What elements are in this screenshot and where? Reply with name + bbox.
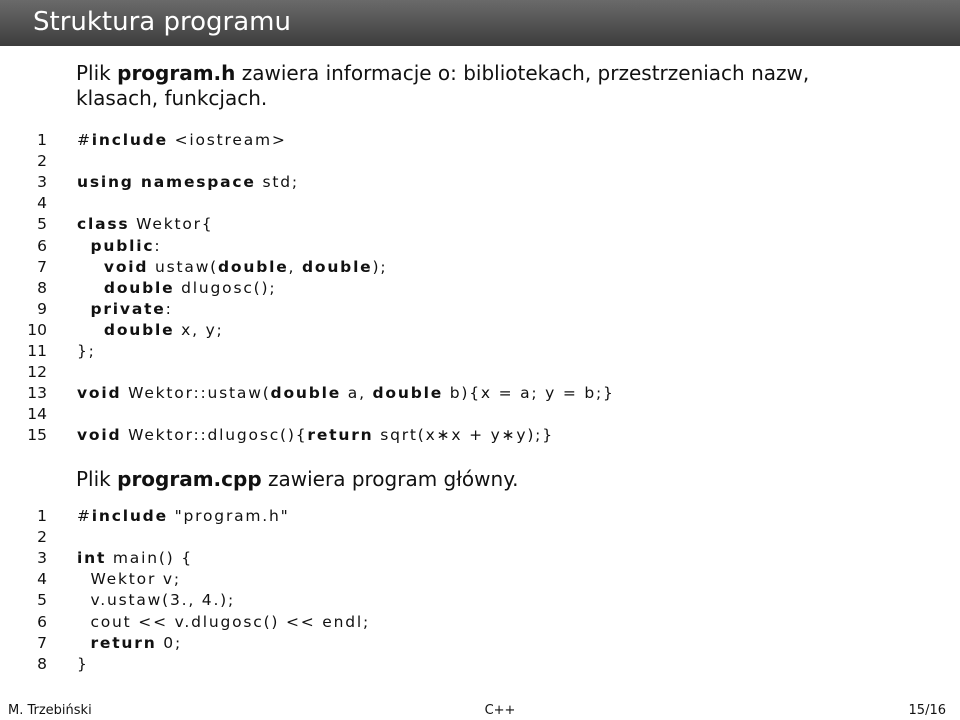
code-token <box>77 237 90 255</box>
line-number: 12 <box>27 363 47 382</box>
code-text <box>77 341 96 362</box>
footer-course: C++ <box>484 703 516 718</box>
code-text <box>77 590 235 611</box>
code-token: a, <box>341 384 373 403</box>
code-token: Wektor::dlugosc(){ <box>121 426 308 445</box>
line-number: 3 <box>37 549 47 568</box>
line-number: 8 <box>37 654 47 673</box>
intro-line1-rest: zawiera informacje o: bibliotekach, przestrzeniach nazw, <box>235 61 810 85</box>
line-number: 7 <box>37 633 47 652</box>
code-text <box>77 130 287 151</box>
code-token: b){x = a; y = b;} <box>443 384 615 403</box>
intro-prefix: Plik <box>76 61 118 85</box>
code-text <box>77 548 193 569</box>
code-keyword: return <box>90 633 157 652</box>
code-text <box>77 425 554 446</box>
code-token <box>77 321 104 339</box>
line-number: 14 <box>27 405 47 424</box>
intro-cpp-rest: zawiera program główny. <box>261 467 519 491</box>
code-token: v.ustaw(3., 4.); <box>77 591 236 610</box>
code-text <box>77 654 89 675</box>
slide-title-bar <box>0 0 960 46</box>
code-token: main() { <box>106 549 193 568</box>
code-keyword: double <box>218 257 289 276</box>
line-number: 7 <box>37 257 47 276</box>
line-number: 5 <box>37 591 47 610</box>
line-number: 6 <box>37 612 47 631</box>
code-keyword: void <box>77 384 122 403</box>
code-token <box>77 300 90 318</box>
intro-program-cpp <box>76 467 519 492</box>
code-keyword: public <box>90 236 155 255</box>
code-token: Wektor::ustaw( <box>121 384 271 403</box>
code-keyword: double <box>270 384 342 403</box>
code-token: "program.h" <box>167 507 290 525</box>
code-token: : <box>154 236 162 255</box>
intro-cpp-prefix: Plik <box>76 467 118 491</box>
intro-program-h-line1 <box>76 61 809 86</box>
slide-title: Struktura programu <box>33 7 291 37</box>
footer-page-number: 15/16 <box>908 703 946 718</box>
code-text <box>77 236 161 257</box>
code-token: # <box>77 131 92 149</box>
footer-author: M. Trzebiński <box>8 703 92 718</box>
code-token: Wektor v; <box>77 570 181 589</box>
line-number: 4 <box>37 194 47 213</box>
line-number: 3 <box>37 173 47 192</box>
code-token: 0; <box>156 633 182 652</box>
code-token: }; <box>77 342 96 360</box>
code-keyword: double <box>302 257 373 276</box>
code-text <box>77 214 213 235</box>
code-token: cout << v.dlugosc() << endl; <box>77 612 371 631</box>
line-number: 2 <box>37 152 47 171</box>
code-token: } <box>77 654 89 673</box>
code-text <box>77 320 224 341</box>
code-text <box>77 383 615 404</box>
code-keyword: void <box>103 257 149 276</box>
line-number: 4 <box>37 570 47 589</box>
code-token: dlugosc(); <box>174 278 277 297</box>
line-number: 6 <box>37 236 47 255</box>
code-token: , <box>288 257 302 276</box>
line-number: 15 <box>27 426 47 445</box>
code-text <box>77 506 290 527</box>
code-text <box>77 278 276 299</box>
code-text <box>77 569 181 590</box>
code-token: ); <box>372 257 388 276</box>
code-token: sqrt(x∗x + y∗y);} <box>373 426 554 445</box>
code-token <box>77 258 104 276</box>
code-keyword: using namespace <box>77 173 256 192</box>
filename-program-h: program.h <box>117 61 236 85</box>
line-number: 5 <box>37 215 47 234</box>
line-number: 1 <box>37 507 47 525</box>
code-token <box>77 279 104 297</box>
code-text <box>77 612 370 633</box>
code-token <box>77 634 90 652</box>
code-token: <iostream> <box>167 131 287 149</box>
intro-program-h-line2: klasach, funkcjach. <box>76 86 268 110</box>
intro-program-h <box>76 61 809 111</box>
code-keyword: include <box>91 507 168 525</box>
code-token: : <box>165 299 173 318</box>
line-number: 9 <box>37 299 47 318</box>
code-keyword: return <box>307 426 374 445</box>
code-keyword: private <box>90 299 166 318</box>
line-number: 8 <box>37 278 47 297</box>
code-keyword: int <box>77 549 107 568</box>
code-token: x, y; <box>174 320 224 339</box>
code-token: # <box>77 507 92 525</box>
code-keyword: class <box>77 215 130 234</box>
code-token: ustaw( <box>148 257 219 276</box>
code-token: std; <box>255 173 299 192</box>
slide-footer <box>0 702 960 720</box>
line-number: 2 <box>37 528 47 547</box>
code-keyword: double <box>103 278 175 297</box>
line-number: 10 <box>27 320 47 339</box>
code-text <box>77 633 182 654</box>
line-number: 1 <box>37 131 47 149</box>
line-number: 11 <box>27 342 47 360</box>
code-text <box>77 299 173 320</box>
code-keyword: double <box>103 320 175 339</box>
code-keyword: void <box>77 426 122 445</box>
code-text <box>77 257 387 278</box>
code-text <box>77 172 299 193</box>
line-number: 13 <box>27 384 47 403</box>
code-token: Wektor{ <box>129 215 214 234</box>
code-keyword: include <box>91 131 168 149</box>
filename-program-cpp: program.cpp <box>117 467 262 491</box>
code-keyword: double <box>372 384 444 403</box>
